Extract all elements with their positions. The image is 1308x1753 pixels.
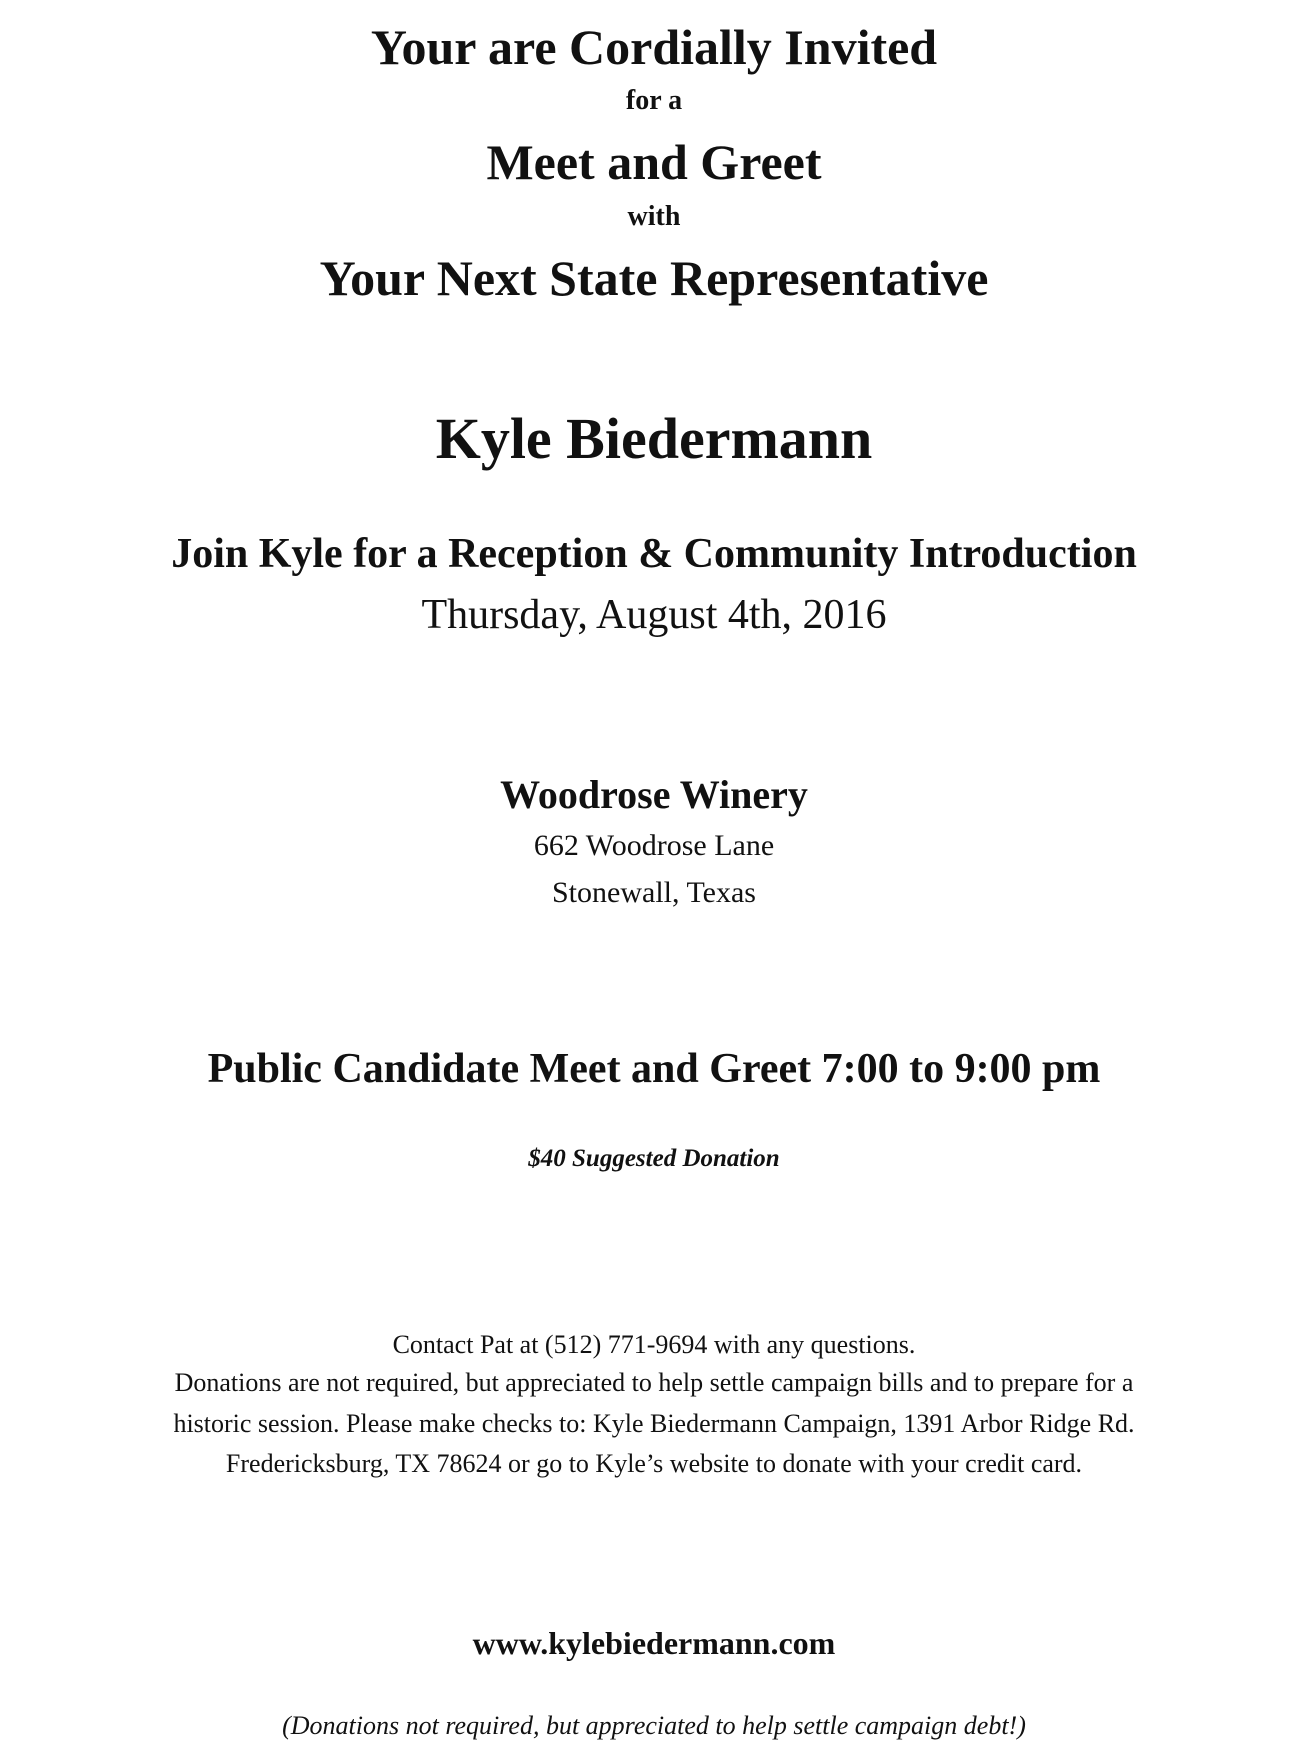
website-link[interactable]: www.kylebiedermann.com xyxy=(472,1625,836,1661)
with-text: with xyxy=(627,201,681,232)
reception-line: Join Kyle for a Reception & Community Introduction xyxy=(171,531,1137,577)
venue-address-city: Stonewall, Texas xyxy=(552,876,756,909)
candidate-name: Kyle Biedermann xyxy=(435,406,873,471)
footer-disclaimer: (Donations not required, but appreciated to help settle campaign debt!) xyxy=(282,1711,1026,1740)
donation-note-line-2: historic session. Please make checks to: Kyle Biedermann Campaign, 1391 Arbor Ridge Rd. xyxy=(173,1409,1135,1438)
meet-and-greet-heading: Meet and Greet xyxy=(486,134,822,190)
donation-note-line-3: Fredericksburg, TX 78624 or go to Kyle’s website to donate with your credit card. xyxy=(225,1449,1083,1478)
venue-name: Woodrose Winery xyxy=(500,772,808,817)
public-meet-greet-time: Public Candidate Meet and Greet 7:00 to 9:00 pm xyxy=(207,1046,1101,1092)
event-date: Thursday, August 4th, 2016 xyxy=(421,592,887,638)
contact-line: Contact Pat at (512) 771-9694 with any questions. xyxy=(392,1330,916,1359)
for-a-text: for a xyxy=(625,85,683,116)
venue-address-street: 662 Woodrose Lane xyxy=(533,829,775,862)
suggested-donation: $40 Suggested Donation xyxy=(528,1145,780,1172)
next-representative-heading: Your Next State Representative xyxy=(319,250,989,306)
invitation-heading: Your are Cordially Invited xyxy=(370,19,938,75)
donation-note-line-1: Donations are not required, but appreciated to help settle campaign bills and to prepare for a xyxy=(174,1368,1134,1397)
